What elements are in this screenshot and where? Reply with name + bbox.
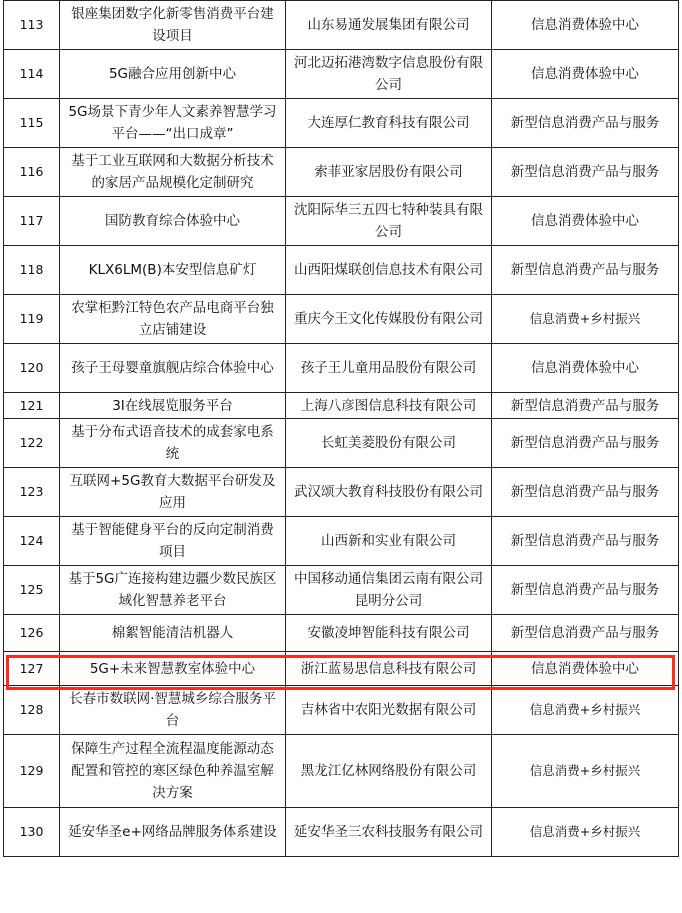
table-row <box>4 1 679 50</box>
project-list-table <box>3 0 679 857</box>
category: 信息消费体验中心 <box>492 50 679 99</box>
project-name: 棉絮智能清洁机器人 <box>60 615 286 652</box>
category: 新型信息消费产品与服务 <box>492 468 679 517</box>
company-name: 孩子王儿童用品股份有限公司 <box>286 344 492 393</box>
row-number: 120 <box>4 344 60 393</box>
company-name: 中国移动通信集团云南有限公司昆明分公司 <box>286 566 492 615</box>
table-row <box>4 419 679 468</box>
company-name: 沈阳际华三五四七特种装具有限公司 <box>286 197 492 246</box>
project-name: 5G+未来智慧教室体验中心 <box>60 652 286 686</box>
row-number: 118 <box>4 246 60 295</box>
project-name: 农掌柜黔江特色农产品电商平台独立店铺建设 <box>60 295 286 344</box>
table-row <box>4 566 679 615</box>
project-name: 孩子王母婴童旗舰店综合体验中心 <box>60 344 286 393</box>
company-name: 山西新和实业有限公司 <box>286 517 492 566</box>
table-row <box>4 246 679 295</box>
company-name: 武汉颂大教育科技股份有限公司 <box>286 468 492 517</box>
row-number: 125 <box>4 566 60 615</box>
project-name: 3I在线展览服务平台 <box>60 393 286 419</box>
category: 新型信息消费产品与服务 <box>492 566 679 615</box>
row-number: 115 <box>4 99 60 148</box>
table-row <box>4 50 679 99</box>
table-row <box>4 686 679 735</box>
company-name: 安徽凌坤智能科技有限公司 <box>286 615 492 652</box>
category: 新型信息消费产品与服务 <box>492 517 679 566</box>
table-row <box>4 468 679 517</box>
table-row <box>4 652 679 686</box>
company-name: 山西阳煤联创信息技术有限公司 <box>286 246 492 295</box>
table-row <box>4 735 679 808</box>
table-row <box>4 517 679 566</box>
project-name: 延安华圣e+网络品牌服务体系建设 <box>60 808 286 857</box>
row-number: 127 <box>4 652 60 686</box>
project-name: 互联网+5G教育大数据平台研发及应用 <box>60 468 286 517</box>
category: 新型信息消费产品与服务 <box>492 393 679 419</box>
project-name: 银座集团数字化新零售消费平台建设项目 <box>60 1 286 50</box>
project-name: 基于工业互联网和大数据分析技术的家居产品规模化定制研究 <box>60 148 286 197</box>
row-number: 129 <box>4 735 60 808</box>
category: 信息消费体验中心 <box>492 197 679 246</box>
category: 新型信息消费产品与服务 <box>492 246 679 295</box>
company-name: 索菲亚家居股份有限公司 <box>286 148 492 197</box>
category: 信息消费+乡村振兴 <box>492 735 679 808</box>
project-name: 基于5G广连接构建边疆少数民族区域化智慧养老平台 <box>60 566 286 615</box>
project-name: 基于分布式语音技术的成套家电系统 <box>60 419 286 468</box>
row-number: 130 <box>4 808 60 857</box>
company-name: 延安华圣三农科技服务有限公司 <box>286 808 492 857</box>
category: 新型信息消费产品与服务 <box>492 99 679 148</box>
row-number: 124 <box>4 517 60 566</box>
category: 新型信息消费产品与服务 <box>492 419 679 468</box>
company-name: 山东易通发展集团有限公司 <box>286 1 492 50</box>
table-row <box>4 148 679 197</box>
category: 新型信息消费产品与服务 <box>492 615 679 652</box>
row-number: 121 <box>4 393 60 419</box>
row-number: 119 <box>4 295 60 344</box>
project-name: 保障生产过程全流程温度能源动态配置和管控的寒区绿色种养温室解决方案 <box>60 735 286 808</box>
category: 信息消费+乡村振兴 <box>492 295 679 344</box>
project-name: 5G融合应用创新中心 <box>60 50 286 99</box>
row-number: 128 <box>4 686 60 735</box>
company-name: 大连厚仁教育科技有限公司 <box>286 99 492 148</box>
company-name: 浙江蓝易思信息科技有限公司 <box>286 652 492 686</box>
category: 信息消费体验中心 <box>492 344 679 393</box>
category: 新型信息消费产品与服务 <box>492 148 679 197</box>
category: 信息消费+乡村振兴 <box>492 808 679 857</box>
category: 信息消费体验中心 <box>492 1 679 50</box>
company-name: 长虹美菱股份有限公司 <box>286 419 492 468</box>
table-row-highlighted <box>4 615 679 652</box>
category: 信息消费体验中心 <box>492 652 679 686</box>
row-number: 122 <box>4 419 60 468</box>
company-name: 河北迈拓港湾数字信息股份有限公司 <box>286 50 492 99</box>
table-row <box>4 197 679 246</box>
company-name: 重庆今王文化传媒股份有限公司 <box>286 295 492 344</box>
project-name: KLX6LM(B)本安型信息矿灯 <box>60 246 286 295</box>
row-number: 113 <box>4 1 60 50</box>
row-number: 114 <box>4 50 60 99</box>
company-name: 黑龙江亿林网络股份有限公司 <box>286 735 492 808</box>
row-number: 126 <box>4 615 60 652</box>
table-row <box>4 393 679 419</box>
table-row <box>4 808 679 857</box>
category: 信息消费+乡村振兴 <box>492 686 679 735</box>
project-name: 长春市数联网·智慧城乡综合服务平台 <box>60 686 286 735</box>
company-name: 上海八彦图信息科技有限公司 <box>286 393 492 419</box>
project-name: 5G场景下青少年人文素养智慧学习平台——“出口成章” <box>60 99 286 148</box>
table-row <box>4 99 679 148</box>
project-name: 国防教育综合体验中心 <box>60 197 286 246</box>
table-row <box>4 344 679 393</box>
row-number: 117 <box>4 197 60 246</box>
project-name: 基于智能健身平台的反向定制消费项目 <box>60 517 286 566</box>
company-name: 吉林省中农阳光数据有限公司 <box>286 686 492 735</box>
row-number: 116 <box>4 148 60 197</box>
table-row <box>4 295 679 344</box>
row-number: 123 <box>4 468 60 517</box>
